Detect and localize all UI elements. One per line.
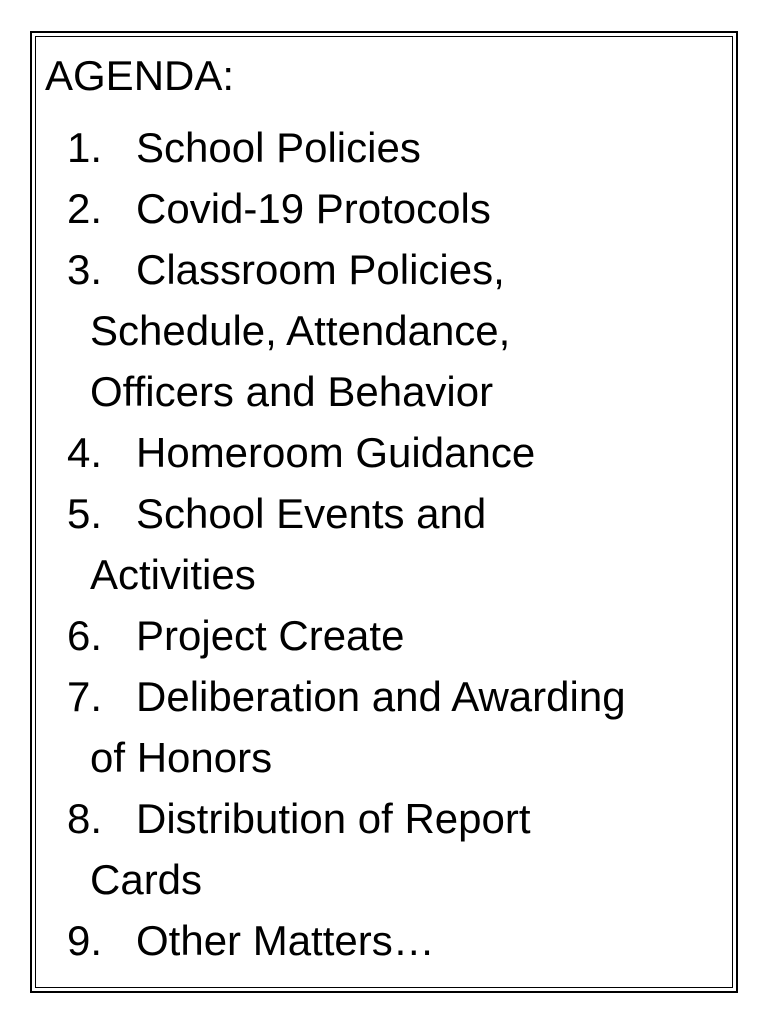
item-text: Project Create [136, 612, 405, 659]
item-text: Distribution of Report [136, 795, 531, 842]
agenda-title: AGENDA: [45, 52, 235, 99]
item-text-continued: Schedule, Attendance, [90, 307, 511, 354]
item-number: 9. [67, 917, 103, 964]
item-text-continued: Cards [90, 856, 203, 903]
item-number: 7. [67, 673, 103, 720]
item-text: Classroom Policies, [136, 246, 505, 293]
item-number: 4. [67, 429, 103, 476]
item-number: 1. [67, 124, 103, 171]
item-text: Homeroom Guidance [136, 429, 536, 476]
item-number: 3. [67, 246, 103, 293]
item-text: School Policies [136, 124, 421, 171]
item-number: 8. [67, 795, 103, 842]
item-text: Other Matters… [136, 917, 435, 964]
item-number: 6. [67, 612, 103, 659]
item-number: 5. [67, 490, 103, 537]
item-text-continued: Officers and Behavior [90, 368, 494, 415]
item-text: Deliberation and Awarding [136, 673, 626, 720]
item-text-continued: Activities [90, 551, 256, 598]
item-text: Covid-19 Protocols [136, 185, 491, 232]
item-text-continued: of Honors [90, 734, 273, 781]
item-number: 2. [67, 185, 103, 232]
item-text: School Events and [136, 490, 487, 537]
